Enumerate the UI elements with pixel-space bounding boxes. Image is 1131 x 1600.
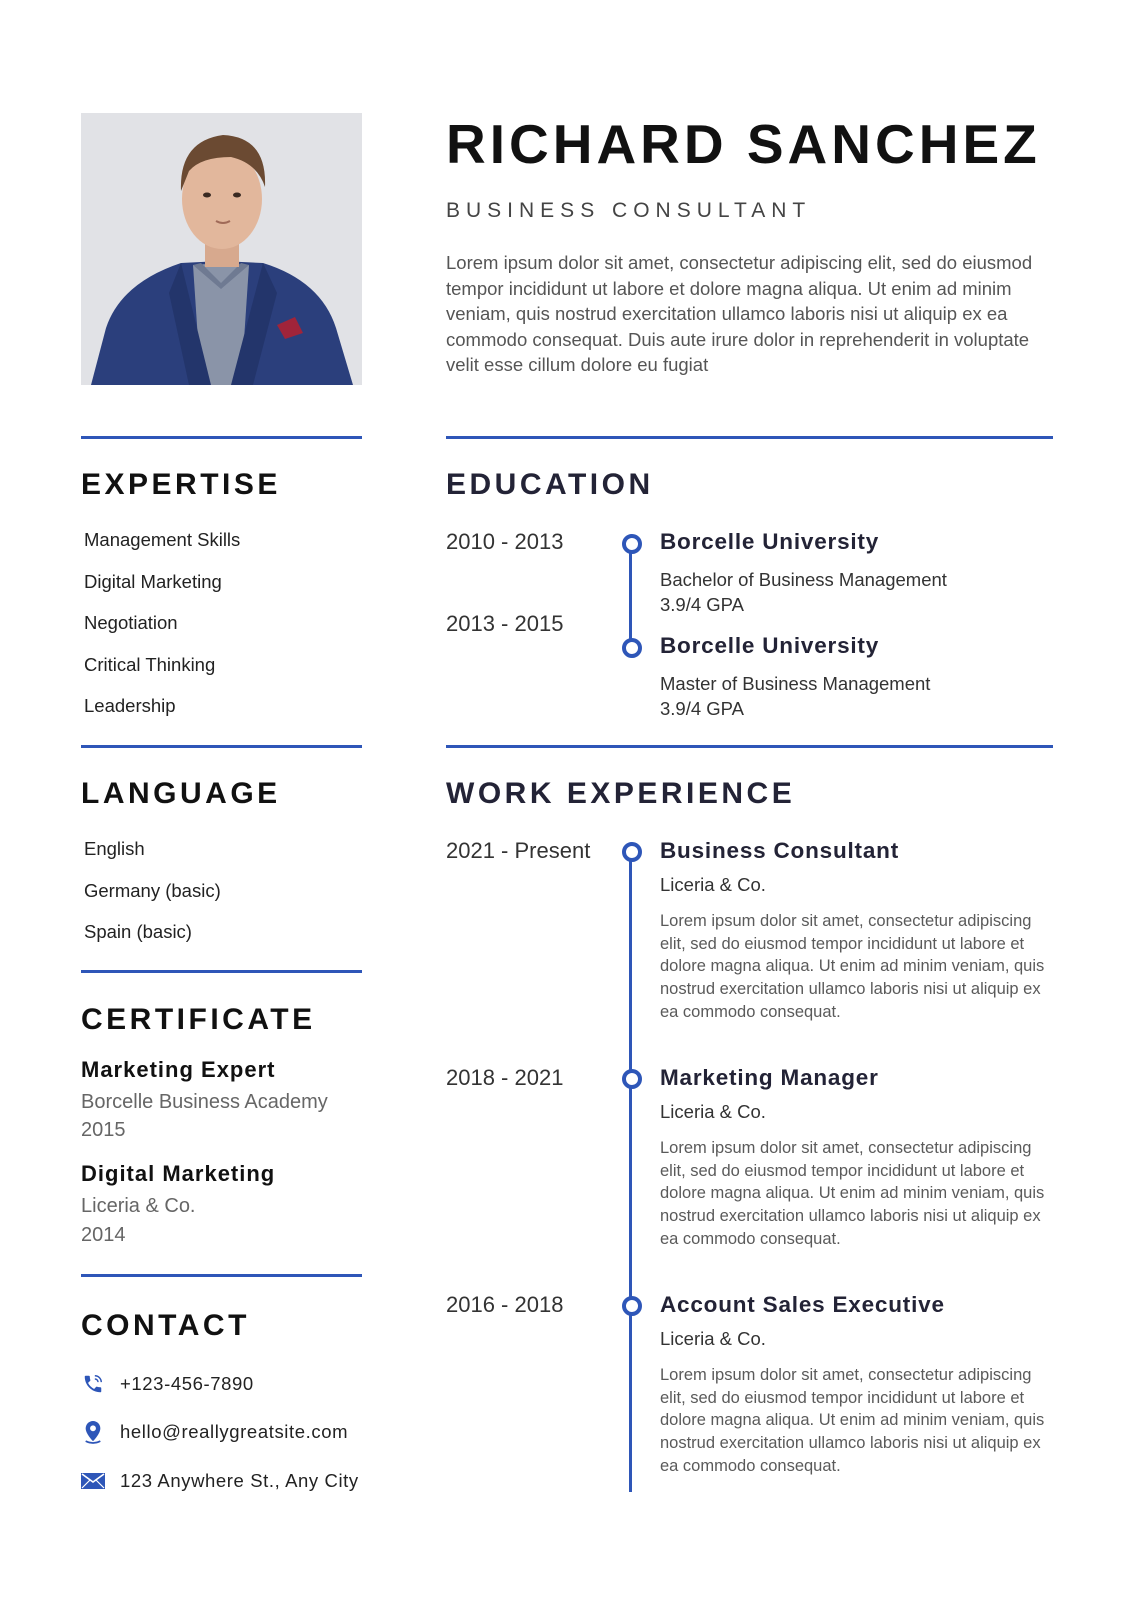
contact-heading: CONTACT [81, 1309, 250, 1342]
list-item: Germany (basic) [84, 879, 221, 901]
email-address: hello@reallygreatsite.com [120, 1421, 349, 1442]
divider [446, 745, 1053, 748]
job-title: BUSINESS CONSULTANT [446, 199, 812, 222]
work-years: 2018 - 2021 [446, 1065, 564, 1090]
company-name: Liceria & Co. [660, 874, 766, 895]
certificate-issuer: Borcelle Business Academy [81, 1091, 328, 1113]
candidate-name: RICHARD SANCHEZ [446, 113, 1041, 175]
job-role: Business Consultant [660, 838, 899, 863]
certificate-year: 2015 [81, 1119, 126, 1141]
job-description: Lorem ipsum dolor sit amet, consectetur adipiscing elit, sed do eiusmod tempor incididunt ut labore et dolore magna aliqua. Ut enim ad minim veniam, quis nostrud exercitation ullamco laboris nisi ut aliquip ex ea commodo consequat. [660, 912, 1045, 1021]
list-item: Critical Thinking [84, 653, 216, 675]
list-item: English [84, 838, 145, 859]
work-heading: WORK EXPERIENCE [446, 777, 796, 810]
certificate-title: Digital Marketing [81, 1161, 276, 1186]
timeline-dot [622, 1069, 642, 1089]
person-portrait-icon [81, 113, 362, 385]
divider [81, 970, 362, 973]
postal-address: 123 Anywhere St., Any City [120, 1470, 359, 1491]
profile-photo [81, 113, 362, 385]
expertise-heading: EXPERTISE [81, 468, 281, 501]
degree: Master of Business Management [660, 673, 931, 694]
gpa: 3.9/4 GPA [660, 594, 744, 615]
timeline-dot [622, 534, 642, 554]
divider [81, 745, 362, 748]
degree: Bachelor of Business Management [660, 569, 947, 590]
gpa: 3.9/4 GPA [660, 698, 744, 719]
contact-email[interactable] [81, 1417, 348, 1447]
expertise-list [84, 527, 240, 735]
certificate-heading: CERTIFICATE [81, 1003, 316, 1036]
work-years: 2021 - Present [446, 838, 591, 863]
timeline-dot [622, 638, 642, 658]
envelope-icon [81, 1469, 105, 1493]
profile-summary: Lorem ipsum dolor sit amet, consectetur adipiscing elit, sed do eiusmod tempor incididunt ut labore et dolore magna aliqua. Ut enim ad minim veniam, quis nostrud exercitation ullamco laboris nisi ut aliquip ex ea commodo consequat. Duis aute irure dolor in reprehenderit in voluptate velit esse cillum dolore eu fugiat [446, 252, 1033, 375]
education-years: 2013 - 2015 [446, 611, 564, 636]
contact-address [81, 1466, 359, 1496]
contact-phone[interactable] [81, 1369, 254, 1399]
education-timeline [629, 543, 632, 647]
language-list [84, 836, 221, 961]
company-name: Liceria & Co. [660, 1328, 766, 1349]
timeline-dot [622, 842, 642, 862]
certificate-year: 2014 [81, 1224, 126, 1246]
education-years: 2010 - 2013 [446, 529, 564, 554]
phone-icon [81, 1372, 105, 1396]
certificate-issuer: Liceria & Co. [81, 1195, 196, 1217]
list-item: Management Skills [84, 529, 241, 550]
phone-number: +123-456-7890 [120, 1373, 254, 1394]
work-years: 2016 - 2018 [446, 1292, 564, 1317]
job-description: Lorem ipsum dolor sit amet, consectetur adipiscing elit, sed do eiusmod tempor incididunt ut labore et dolore magna aliqua. Ut enim ad minim veniam, quis nostrud exercitation ullamco laboris nisi ut aliquip ex ea commodo consequat. [660, 1366, 1045, 1475]
language-heading: LANGUAGE [81, 777, 281, 810]
certificate-title: Marketing Expert [81, 1057, 276, 1082]
divider [81, 436, 362, 439]
job-role: Account Sales Executive [660, 1292, 945, 1317]
school-name: Borcelle University [660, 529, 880, 554]
divider [81, 1274, 362, 1277]
divider [446, 436, 1053, 439]
timeline-dot [622, 1296, 642, 1316]
list-item: Leadership [84, 695, 176, 716]
location-pin-icon [81, 1420, 105, 1444]
work-timeline [629, 852, 632, 1492]
list-item: Digital Marketing [84, 570, 222, 592]
education-heading: EDUCATION [446, 468, 654, 501]
job-description: Lorem ipsum dolor sit amet, consectetur adipiscing elit, sed do eiusmod tempor incididunt ut labore et dolore magna aliqua. Ut enim ad minim veniam, quis nostrud exercitation ullamco laboris nisi ut aliquip ex ea commodo consequat. [660, 1139, 1045, 1248]
school-name: Borcelle University [660, 633, 880, 658]
list-item: Spain (basic) [84, 921, 192, 942]
list-item: Negotiation [84, 612, 178, 633]
job-role: Marketing Manager [660, 1065, 879, 1090]
company-name: Liceria & Co. [660, 1101, 766, 1122]
